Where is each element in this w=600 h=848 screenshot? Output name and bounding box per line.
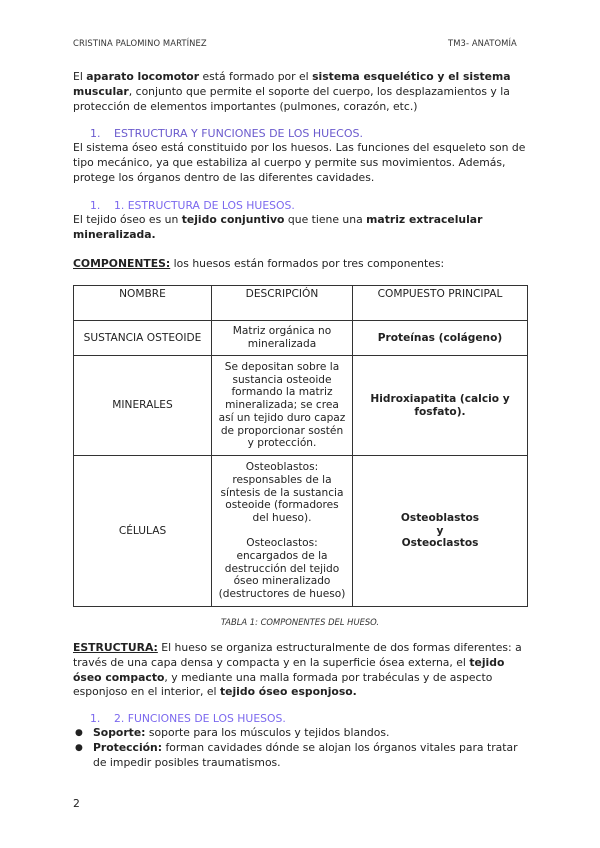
table-header-cell: NOMBRE xyxy=(74,286,212,321)
list-item: ● Soporte: soporte para los músculos y tejidos blandos. xyxy=(73,726,528,741)
table-cell-description: Matriz orgánica no mineralizada xyxy=(212,321,353,356)
table-row xyxy=(74,321,528,356)
table-cell-description: Se depositan sobre la sustancia osteoide formando la matriz mineralizada; se crea así un tejido duro capaz de proporcionar sostén y protección. xyxy=(212,356,353,456)
section-1-heading: 1. ESTRUCTURA Y FUNCIONES DE LOS HUECOS. xyxy=(90,127,363,140)
table-cell-compound: Proteínas (colágeno) xyxy=(353,321,528,356)
section-1-1-heading: 1. 1. ESTRUCTURA DE LOS HUESOS. xyxy=(90,199,295,212)
page-number: 2 xyxy=(73,797,80,810)
table-cell-description: Osteoblastos: responsables de la síntesis de la sustancia osteoide (formadores del hueso). Osteoclastos: encargados de la destrucción del tejido óseo mineralizado (destructores de hueso) xyxy=(212,456,353,607)
functions-list xyxy=(73,726,528,770)
table-header-row xyxy=(74,286,528,321)
table-cell-name: CÉLULAS xyxy=(74,456,212,607)
table-header-cell: DESCRIPCIÓN xyxy=(212,286,353,321)
structure-paragraph: ESTRUCTURA: El hueso se organiza estructuralmente de dos formas diferentes: a través de una capa densa y compacta y en la superficie ósea externa, el tejido óseo compacto, y mediante una malla formada por trabéculas y de aspecto esponjoso en el interior, el tejido óseo esponjoso. xyxy=(73,641,522,699)
header-course: TM3- ANATOMÍA xyxy=(448,38,517,48)
section-1-2-heading: 1. 2. FUNCIONES DE LOS HUESOS. xyxy=(90,712,286,725)
table-cell-name: MINERALES xyxy=(74,356,212,456)
table-row xyxy=(74,356,528,456)
table-cell-compound: Hidroxiapatita (calcio y fosfato). xyxy=(353,356,528,456)
table-cell-name: SUSTANCIA OSTEOIDE xyxy=(74,321,212,356)
header-author: CRISTINA PALOMINO MARTÍNEZ xyxy=(73,38,207,48)
components-paragraph: COMPONENTES: los huesos están formados por tres componentes: xyxy=(73,257,445,270)
section-1-text: El sistema óseo está constituido por los huesos. Las funciones del esqueleto son de tipo mecánico, ya que estabiliza al cuerpo y permite sus movimientos. Además, protege los órganos dentro de las diferentes cavidades. xyxy=(73,141,526,184)
table-cell-compound: Osteoblastos y Osteoclastos xyxy=(353,456,528,607)
section-1-1-text: El tejido óseo es un tejido conjuntivo que tiene una matriz extracelular mineralizada. xyxy=(73,213,483,241)
table-row xyxy=(74,456,528,607)
list-item: ● Protección: forman cavidades dónde se alojan los órganos vitales para tratar de impedir posibles traumatismos. xyxy=(73,741,528,771)
components-table xyxy=(73,285,528,607)
table-header-cell: COMPUESTO PRINCIPAL xyxy=(353,286,528,321)
table-caption: TABLA 1: COMPONENTES DEL HUESO. xyxy=(220,617,380,627)
intro-paragraph: El aparato locomotor está formado por el sistema esquelético y el sistema muscular, conjunto que permite el soporte del cuerpo, los desplazamientos y la protección de elementos importantes (pulmones, corazón, etc.) xyxy=(73,70,511,113)
